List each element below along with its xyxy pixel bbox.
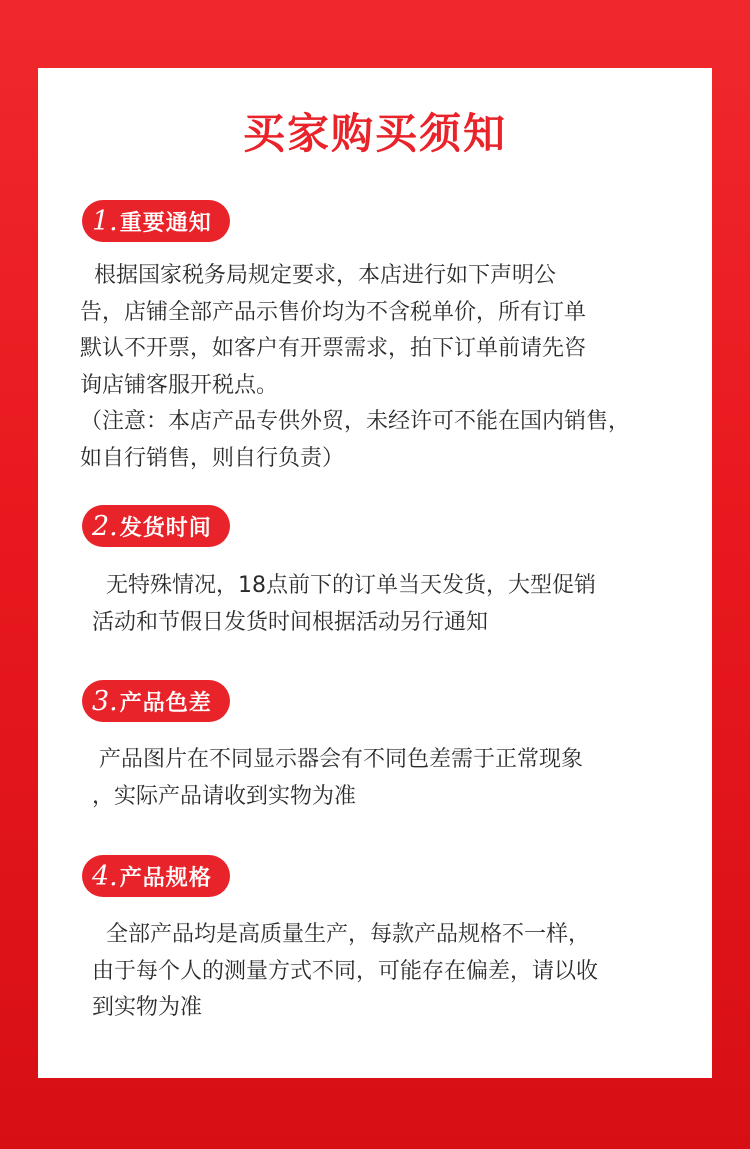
text-line: 由于每个人的测量方式不同，可能存在偏差，请以收 xyxy=(92,958,599,984)
section-heading: 产品规格 xyxy=(119,865,212,891)
text-line: 询店铺客服开税点。 xyxy=(80,372,279,398)
page-title: 买家购买须知 xyxy=(242,109,507,158)
text-line: （注意：本店产品专供外贸，未经许可不能在国内销售， xyxy=(80,409,631,434)
section-number: 4. xyxy=(92,860,118,892)
text-line: 根据国家税务局规定要求，本店进行如下声明公 xyxy=(80,263,556,288)
text-line: 默认不开票，如客户有开票需求，拍下订单前请先咨 xyxy=(80,336,587,361)
text-line: 如自行销售，则自行负责） xyxy=(80,445,345,471)
section-badge-important-notice xyxy=(82,200,230,242)
section-heading: 发货时间 xyxy=(119,515,212,541)
section-badge-shipping-time xyxy=(82,505,230,547)
text-line: 活动和节假日发货时间根据活动另行通知 xyxy=(92,609,489,635)
text-line: 到实物为准 xyxy=(92,995,203,1020)
text-line: 无特殊情况，18点前下的订单当天发货，大型促销 xyxy=(92,573,596,598)
section-body-shipping-time xyxy=(92,568,596,641)
text-line: ，实际产品请收到实物为准 xyxy=(92,783,357,809)
section-number: 2. xyxy=(92,510,118,542)
section-body-product-specs xyxy=(92,917,598,1027)
text-line: 告，店铺全部产品示售价均为不含税单价，所有订单 xyxy=(80,299,587,325)
section-number: 3. xyxy=(92,685,118,717)
section-badge-color-difference xyxy=(82,680,230,722)
text-line: 产品图片在不同显示器会有不同色差需于正常现象 xyxy=(92,747,583,772)
section-body-color-difference xyxy=(92,742,583,815)
section-body-important-notice xyxy=(80,258,630,477)
section-badge-product-specs xyxy=(82,855,230,897)
section-number: 1. xyxy=(92,205,118,237)
section-heading: 产品色差 xyxy=(119,690,212,716)
section-heading: 重要通知 xyxy=(119,210,212,236)
text-line: 全部产品均是高质量生产，每款产品规格不一样， xyxy=(92,922,590,947)
